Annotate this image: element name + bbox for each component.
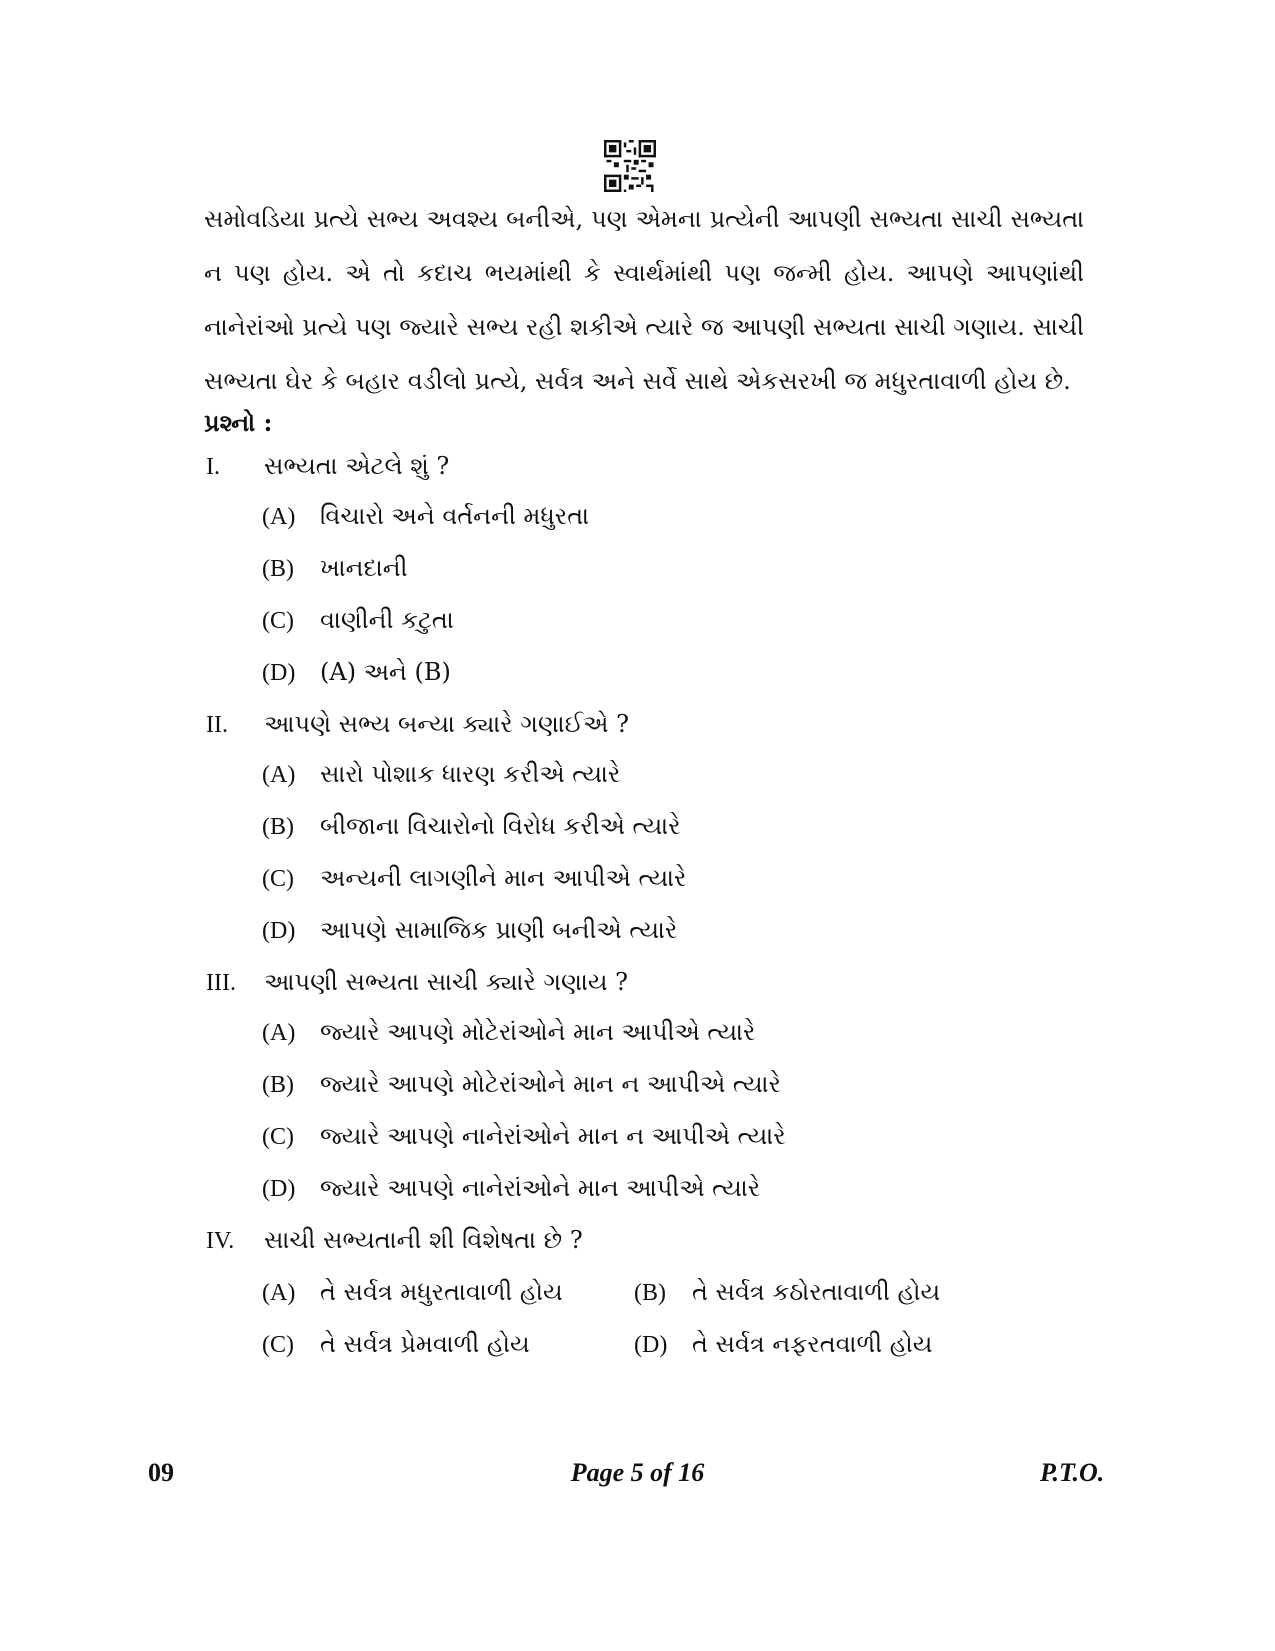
option-label: (B)	[262, 814, 294, 840]
option-text: જ્યારે આપણે મોટેરાંઓને માન ન આપીએ ત્યારે	[320, 1070, 781, 1098]
question-number: II.	[206, 712, 228, 738]
option-3d	[262, 1172, 760, 1205]
question-number: III.	[206, 970, 236, 996]
question-1	[206, 450, 449, 483]
option-4d	[634, 1328, 932, 1361]
option-text: (A) અને (B)	[320, 658, 451, 686]
question-text: આપણી સભ્યતા સાચી ક્યારે ગણાય ?	[264, 968, 629, 996]
questions-heading: પ્રશ્નો :	[204, 408, 273, 437]
option-label: (C)	[262, 866, 294, 892]
option-label: (C)	[262, 1332, 294, 1358]
question-3	[206, 966, 628, 999]
option-3a	[262, 1016, 755, 1049]
option-text: ખાનદાની	[320, 554, 408, 582]
option-label: (C)	[262, 608, 294, 634]
option-text: વાણીની કટુતા	[320, 606, 454, 634]
option-label: (C)	[262, 1124, 294, 1150]
option-4a	[262, 1276, 563, 1309]
option-2c	[262, 862, 686, 895]
footer-code: 09	[148, 1458, 174, 1487]
option-1d	[262, 656, 451, 689]
option-2d	[262, 914, 677, 947]
option-label: (D)	[262, 918, 296, 944]
option-text: જ્યારે આપણે નાનેરાંઓને માન આપીએ ત્યારે	[320, 1174, 761, 1202]
option-text: તે સર્વત્ર કઠોરતાવાળી હોય	[692, 1278, 941, 1306]
option-1a	[262, 500, 589, 533]
option-text: તે સર્વત્ર મધુરતાવાળી હોય	[320, 1278, 563, 1306]
question-number: I.	[206, 454, 220, 480]
option-4c	[262, 1328, 530, 1361]
option-label: (A)	[262, 1020, 296, 1046]
qr-code-icon	[604, 140, 656, 192]
option-text: બીજાના વિચારોનો વિરોધ કરીએ ત્યારે	[320, 812, 681, 840]
option-text: અન્યની લાગણીને માન આપીએ ત્યારે	[320, 864, 687, 892]
option-text: તે સર્વત્ર નફરતવાળી હોય	[692, 1330, 933, 1358]
question-text: સભ્યતા એટલે શું ?	[264, 452, 450, 480]
footer-pto: P.T.O.	[1040, 1458, 1105, 1487]
option-text: આપણે સામાજિક પ્રાણી બનીએ ત્યારે	[320, 916, 678, 944]
option-1c	[262, 604, 454, 637]
option-3b	[262, 1068, 781, 1101]
question-number: IV.	[206, 1228, 235, 1254]
option-2a	[262, 758, 620, 791]
option-label: (A)	[262, 504, 296, 530]
option-3c	[262, 1120, 786, 1153]
option-text: જ્યારે આપણે મોટેરાંઓને માન આપીએ ત્યારે	[320, 1018, 756, 1046]
option-text: વિચારો અને વર્તનની મધુરતા	[320, 502, 589, 530]
option-label: (B)	[262, 1072, 294, 1098]
option-label: (B)	[262, 556, 294, 582]
option-label: (D)	[262, 660, 296, 686]
question-text: આપણે સભ્ય બન્યા ક્યારે ગણાઈએ ?	[264, 710, 630, 738]
option-label: (D)	[634, 1332, 668, 1358]
option-text: સારો પોશાક ધારણ કરીએ ત્યારે	[320, 760, 621, 788]
option-2b	[262, 810, 681, 843]
option-text: તે સર્વત્ર પ્રેમવાળી હોય	[320, 1330, 530, 1358]
option-label: (D)	[262, 1176, 296, 1202]
page-number: Page 5 of 16	[570, 1458, 705, 1487]
option-label: (A)	[262, 1280, 296, 1306]
option-label: (B)	[634, 1280, 666, 1306]
option-text: જ્યારે આપણે નાનેરાંઓને માન ન આપીએ ત્યારે	[320, 1122, 786, 1150]
option-4b	[634, 1276, 940, 1309]
option-1b	[262, 552, 408, 585]
passage-text: સમોવડિયા પ્રત્યે સભ્ય અવશ્ય બનીએ, પણ એમના પ્રત્યેની આપણી સભ્યતા સાચી સભ્યતા ન પણ હોય. એ તો કદાચ ભયમાંથી કે સ્વાર્થમાંથી પણ જન્મી હોય. આપણે આપણાંથી નાનેરાંઓ પ્રત્યે પણ જ્યારે સભ્ય રહી શકીએ ત્યારે જ આપણી સભ્યતા સાચી ગણાય. સાચી સભ્યતા ઘેર કે બહાર વડીલો પ્રત્યે, સર્વત્ર અને સર્વે સાથે એકસરખી જ મધુરતાવાળી હોય છે.	[204, 205, 1084, 395]
option-label: (A)	[262, 762, 296, 788]
question-2	[206, 708, 629, 741]
question-text: સાચી સભ્યતાની શી વિશેષતા છે ?	[264, 1226, 583, 1254]
question-4	[206, 1224, 583, 1257]
